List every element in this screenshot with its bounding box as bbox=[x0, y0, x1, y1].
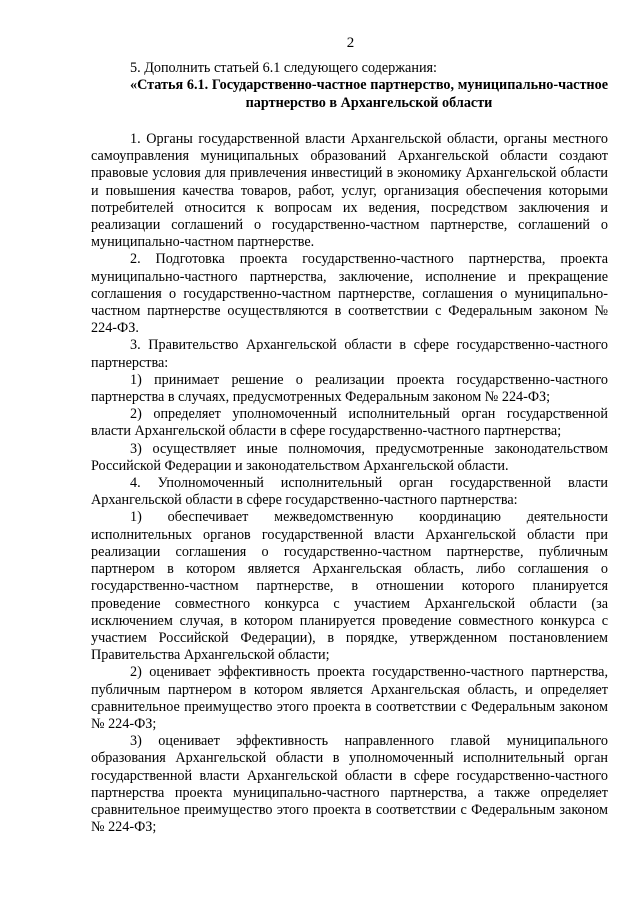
paragraph: 3) оценивает эффективность направленного главой муниципального образования Архангельской области в уполномоченный исполнительный орган государственной власти Архангельской области в сфере государственно-частного партнерства проекта муниципально-частного партнерства, а также определяет сравнительное преимущество этого проекта в соответствии с Федеральным законом № 224-ФЗ; bbox=[91, 733, 608, 836]
article-body bbox=[91, 131, 608, 836]
paragraph: 3. Правительство Архангельской области в сфере государственно-частного партнерства: bbox=[91, 337, 608, 371]
article-heading: «Статья 6.1. Государственно-частное партнерство, муниципально-частное партнерство в Архангельской области bbox=[130, 77, 608, 111]
paragraph: 4. Уполномоченный исполнительный орган государственной власти Архангельской области в сфере государственно-частного партнерства: bbox=[91, 475, 608, 509]
document-page bbox=[91, 34, 608, 836]
page-number: 2 bbox=[346, 35, 355, 51]
paragraph: 1) обеспечивает межведомственную координацию деятельности исполнительных органов государственной власти Архангельской области при реализации соглашения о государственно-частном партнерстве, публичным партнером в котором является Архангельская область, либо соглашения о государственно-частном партнерстве, в отношении которого планируется проведение совместного конкурса с участием Архангельской области (за исключением случая, в котором планируется проведение совместного конкурса с участием Российской Федерации), в порядке, утвержденном постановлением Правительства Архангельской области; bbox=[91, 509, 608, 664]
paragraph: 2. Подготовка проекта государственно-частного партнерства, проекта муниципально-частного партнерства, заключение, исполнение и прекращение соглашения о государственно-частном партнерстве, соглашения о муниципально-частном партнерстве осуществляются в соответствии с Федеральным законом № 224-ФЗ. bbox=[91, 251, 608, 337]
spacer bbox=[91, 112, 608, 131]
paragraph: 1. Органы государственной власти Архангельской области, органы местного самоуправления муниципальных образований Архангельской области создают правовые условия для привлечения инвестиций в экономику Архангельской области и повышения качества товаров, работ, услуг, организация обеспечения которыми потребителей относится к вопросам их ведения, посредством заключения и реализации соглашений о государственно-частном партнерстве, соглашений о муниципально-частном партнерстве. bbox=[91, 131, 608, 251]
paragraph: 2) определяет уполномоченный исполнительный орган государственной власти Архангельской области в сфере государственно-частного партнерства; bbox=[91, 406, 608, 440]
paragraph: 2) оценивает эффективность проекта государственно-частного партнерства, публичным партнером в котором является Архангельская область, и определяет сравнительное преимущество этого проекта в соответствии с Федеральным законом № 224-ФЗ; bbox=[91, 664, 608, 732]
paragraph: 3) осуществляет иные полномочия, предусмотренные законодательством Российской Федерации и законодательством Архангельской области. bbox=[91, 440, 608, 474]
paragraph: 1) принимает решение о реализации проекта государственно-частного партнерства в случаях, предусмотренных Федеральным законом № 224-ФЗ; bbox=[91, 371, 608, 406]
intro-line: 5. Дополнить статьей 6.1 следующего содержания: bbox=[130, 60, 437, 76]
